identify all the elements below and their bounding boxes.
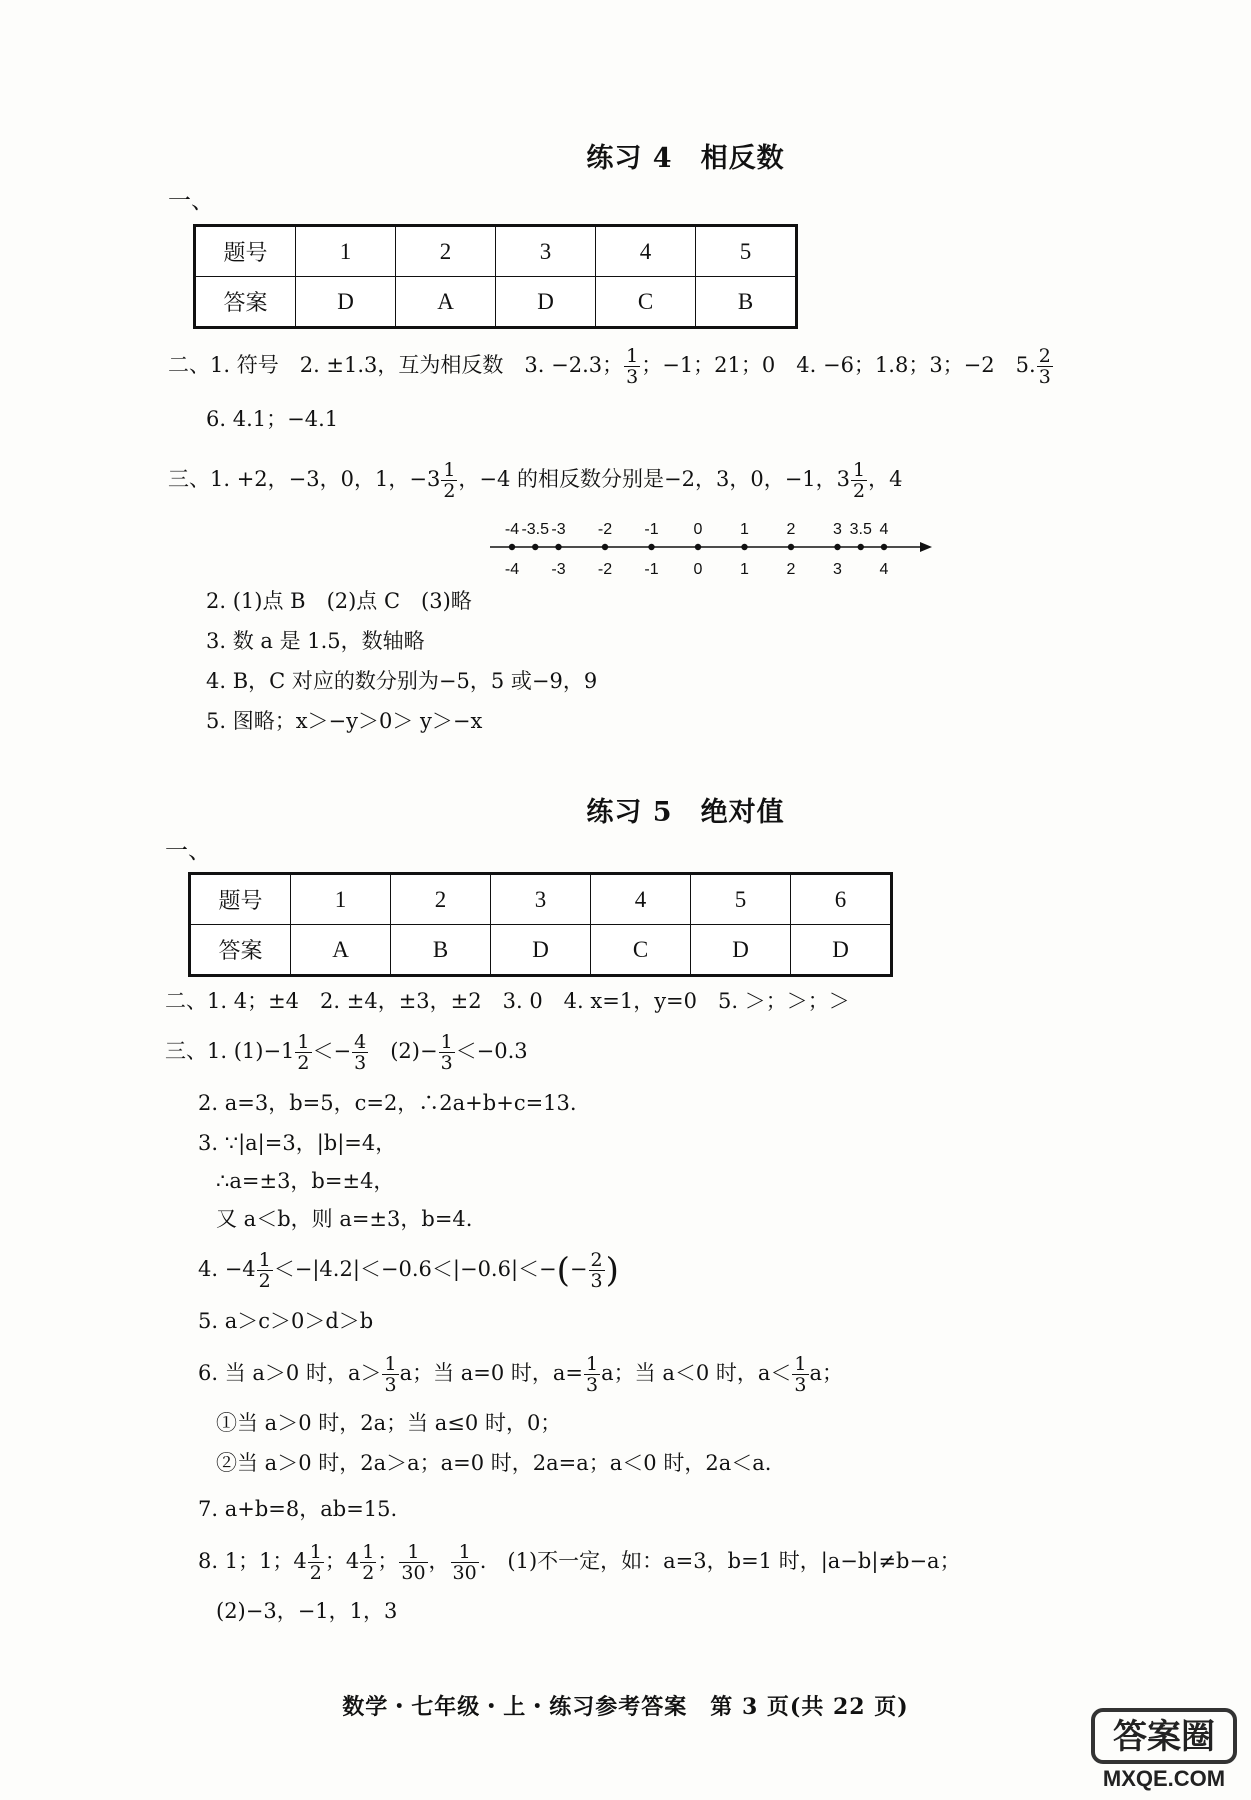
numerator: 2 bbox=[1038, 345, 1051, 367]
text-segment: a；当 a=0 时，a= bbox=[399, 1361, 584, 1385]
table-cell: 题号 bbox=[190, 874, 291, 925]
watermark-bottom-text: MXQE.COM bbox=[1102, 1766, 1226, 1791]
table-cell: 答案 bbox=[195, 277, 296, 328]
top-label: -1 bbox=[644, 521, 659, 538]
ex5-part-3-line-3b: ∴a=±3，b=±4， bbox=[216, 1169, 395, 1193]
table-cell: D bbox=[296, 277, 396, 328]
numerator: 1 bbox=[853, 459, 866, 481]
top-label: -3 bbox=[551, 521, 566, 538]
denominator: 3 bbox=[1038, 366, 1051, 388]
table-row bbox=[190, 925, 892, 976]
arrow-head-icon bbox=[920, 542, 932, 552]
text-segment: − bbox=[569, 1257, 588, 1281]
numerator: 1 bbox=[794, 1353, 807, 1375]
fraction bbox=[451, 1542, 479, 1583]
numerator: 1 bbox=[309, 1541, 322, 1563]
table-cell: B bbox=[391, 925, 491, 976]
table-row bbox=[190, 874, 892, 925]
table-cell: D bbox=[791, 925, 892, 976]
table-cell: D bbox=[496, 277, 596, 328]
bottom-label: -3 bbox=[551, 561, 566, 578]
top-label: -2 bbox=[597, 521, 613, 538]
denominator: 2 bbox=[443, 480, 456, 502]
fraction bbox=[624, 346, 640, 387]
top-label: 3.5 bbox=[849, 521, 872, 538]
bottom-label: 2 bbox=[786, 561, 796, 578]
point-dot bbox=[881, 544, 887, 550]
denominator: 30 bbox=[452, 1562, 477, 1584]
table-row bbox=[195, 226, 797, 277]
point-dot bbox=[741, 544, 747, 550]
numerator: 1 bbox=[626, 345, 639, 367]
text-segment: a； bbox=[809, 1361, 844, 1385]
bottom-label: 0 bbox=[693, 561, 703, 578]
ex4-part-3-line-1 bbox=[168, 460, 903, 501]
right-paren: ) bbox=[605, 1250, 619, 1291]
table-cell: 3 bbox=[491, 874, 591, 925]
denominator: 3 bbox=[590, 1270, 603, 1292]
bottom-label: -2 bbox=[597, 561, 613, 578]
denominator: 3 bbox=[794, 1374, 807, 1396]
point-dot bbox=[834, 544, 840, 550]
ex5-part-3-line-3c: 又 a＜b，则 a=±3，b=4. bbox=[216, 1207, 473, 1231]
ex5-part-3-line-3a: 3. ∵|a|=3，|b|=4， bbox=[198, 1131, 397, 1155]
denominator: 3 bbox=[440, 1052, 453, 1074]
top-labels bbox=[505, 521, 889, 538]
bottom-label: 1 bbox=[740, 561, 749, 578]
text-segment: 4. −4 bbox=[198, 1257, 256, 1281]
ex5-part-3-line-5: 5. a＞c＞0＞d＞b bbox=[198, 1309, 374, 1333]
table-cell: B bbox=[696, 277, 797, 328]
fraction bbox=[360, 1542, 376, 1583]
table-cell: C bbox=[596, 277, 696, 328]
numerator: 1 bbox=[384, 1353, 397, 1375]
table-cell: A bbox=[396, 277, 496, 328]
table-cell: 1 bbox=[296, 226, 396, 277]
top-label: 2 bbox=[786, 521, 796, 538]
fraction bbox=[399, 1542, 427, 1583]
point-dot bbox=[858, 544, 864, 550]
ex4-part-3-line-4: 4. B，C 对应的数分别为−5，5 或−9，9 bbox=[206, 669, 598, 693]
point-dot bbox=[648, 544, 654, 550]
fraction bbox=[441, 460, 457, 501]
ex5-part-3-line-6f: ②当 a＞0 时，2a＞a；a=0 时，2a=a；a＜0 时，2a＜a. bbox=[216, 1451, 772, 1475]
table-cell: 5 bbox=[691, 874, 791, 925]
ex5-answer-table bbox=[188, 872, 893, 977]
denominator: 2 bbox=[309, 1562, 322, 1584]
point-dot bbox=[509, 544, 515, 550]
denominator: 2 bbox=[362, 1562, 375, 1584]
fraction bbox=[295, 1032, 311, 1073]
table-cell: A bbox=[291, 925, 391, 976]
text-segment: 二、1. 符号 2. ±1.3，互为相反数 3. −2.3； bbox=[168, 353, 624, 377]
denominator: 3 bbox=[384, 1374, 397, 1396]
fraction bbox=[382, 1354, 398, 1395]
ex4-part-3-line-2: 2. (1)点 B (2)点 C (3)略 bbox=[206, 589, 472, 613]
table-cell: C bbox=[591, 925, 691, 976]
numerator: 1 bbox=[362, 1541, 375, 1563]
denominator: 2 bbox=[297, 1052, 310, 1074]
ex5-part-1-label: 一、 bbox=[165, 838, 211, 864]
table-cell: 4 bbox=[596, 226, 696, 277]
fraction bbox=[352, 1032, 368, 1073]
denominator: 2 bbox=[853, 480, 866, 502]
bottom-label: -1 bbox=[644, 561, 659, 578]
ex5-part-2-line: 二、1. 4；±4 2. ±4，±3，±2 3. 0 4. x=1，y=0 5. ＞；＞；＞ bbox=[165, 989, 850, 1013]
ex4-part-2-line-1 bbox=[168, 346, 1054, 387]
point-dot bbox=[532, 544, 538, 550]
table-cell: 4 bbox=[591, 874, 691, 925]
text-segment: ＜−0.3 bbox=[455, 1039, 528, 1063]
exercise-5-title: 练习 5 绝对值 bbox=[586, 797, 785, 828]
point-dot bbox=[602, 544, 608, 550]
text-segment: ；−1；21；0 4. −6；1.8；3；−2 5. bbox=[641, 353, 1036, 377]
table-cell: 1 bbox=[291, 874, 391, 925]
text-segment: ，4 bbox=[868, 467, 903, 491]
text-segment: . (1)不一定，如：a=3，b=1 时，|a−b|≠b−a； bbox=[479, 1549, 961, 1573]
ex4-part-2-line-2: 6. 4.1；−4.1 bbox=[206, 407, 339, 431]
numerator: 4 bbox=[354, 1031, 367, 1053]
top-label: 0 bbox=[693, 521, 703, 538]
ex5-part-3-line-8 bbox=[198, 1542, 961, 1583]
denominator: 30 bbox=[401, 1562, 426, 1584]
text-segment: a；当 a＜0 时，a＜ bbox=[601, 1361, 792, 1385]
table-cell: 2 bbox=[391, 874, 491, 925]
numerator: 1 bbox=[258, 1249, 271, 1271]
numerator: 1 bbox=[586, 1353, 599, 1375]
text-segment: 三、1. +2，−3，0，1，−3 bbox=[168, 467, 441, 491]
table-row bbox=[195, 277, 797, 328]
fraction bbox=[308, 1542, 324, 1583]
table-cell: D bbox=[691, 925, 791, 976]
text-segment: ＜−|4.2|＜−0.6＜|−0.6|＜− bbox=[273, 1257, 557, 1281]
bottom-label: -4 bbox=[504, 561, 520, 578]
table-cell: 6 bbox=[791, 874, 892, 925]
watermark-logo bbox=[1089, 1704, 1239, 1794]
text-segment: ， bbox=[428, 1549, 450, 1573]
fraction bbox=[439, 1032, 455, 1073]
fraction bbox=[792, 1354, 808, 1395]
table-cell: 2 bbox=[396, 226, 496, 277]
text-segment: 8. 1；1；4 bbox=[198, 1549, 307, 1573]
numerator: 2 bbox=[590, 1249, 603, 1271]
table-cell: 题号 bbox=[195, 226, 296, 277]
text-segment: ，−4 的相反数分别是−2，3，0，−1，3 bbox=[458, 467, 851, 491]
ex5-part-3-line-8b: (2)−3，−1，1，3 bbox=[216, 1599, 398, 1623]
numerator: 1 bbox=[443, 459, 456, 481]
text-segment: ；4 bbox=[324, 1549, 360, 1573]
numerator: 1 bbox=[440, 1031, 453, 1053]
number-line-diagram bbox=[480, 512, 940, 582]
text-segment: 三、1. (1)−1 bbox=[165, 1039, 295, 1063]
watermark-top-text: 答案圈 bbox=[1113, 1718, 1215, 1756]
top-label: 3 bbox=[833, 521, 842, 538]
text-segment: ； bbox=[377, 1549, 399, 1573]
numerator: 1 bbox=[399, 1542, 427, 1563]
numerator: 1 bbox=[297, 1031, 310, 1053]
denominator: 3 bbox=[626, 366, 639, 388]
bottom-label: 4 bbox=[879, 561, 889, 578]
denominator: 2 bbox=[258, 1270, 271, 1292]
ex5-part-3-line-6 bbox=[198, 1354, 843, 1395]
numerator: 1 bbox=[451, 1542, 479, 1563]
top-label: 1 bbox=[740, 521, 749, 538]
table-cell: 3 bbox=[496, 226, 596, 277]
fraction bbox=[1037, 346, 1053, 387]
table-cell: 答案 bbox=[190, 925, 291, 976]
point-dot bbox=[555, 544, 561, 550]
exercise-4-title: 练习 4 相反数 bbox=[586, 143, 785, 174]
point-dot bbox=[788, 544, 794, 550]
ex4-part-3-line-5: 5. 图略；x＞−y＞0＞ y＞−x bbox=[206, 709, 483, 733]
bottom-label: 3 bbox=[833, 561, 842, 578]
bottom-labels bbox=[505, 561, 889, 578]
fraction bbox=[589, 1250, 605, 1291]
ex5-part-3-line-7: 7. a+b=8，ab=15. bbox=[198, 1497, 398, 1521]
text-segment: 6. 当 a＞0 时，a＞ bbox=[198, 1361, 382, 1385]
ex5-part-3-line-4 bbox=[198, 1250, 619, 1291]
point-dot bbox=[695, 544, 701, 550]
left-paren: ( bbox=[556, 1250, 570, 1291]
fraction bbox=[584, 1354, 600, 1395]
fraction bbox=[257, 1250, 273, 1291]
text-segment: ＜− bbox=[312, 1039, 352, 1063]
ex5-part-3-line-2: 2. a=3，b=5，c=2，∴2a+b+c=13. bbox=[198, 1091, 577, 1115]
fraction bbox=[851, 460, 867, 501]
denominator: 3 bbox=[586, 1374, 599, 1396]
table-cell: D bbox=[491, 925, 591, 976]
top-label: -4 bbox=[504, 521, 520, 538]
denominator: 3 bbox=[354, 1052, 367, 1074]
ex5-part-3-line-6e: ①当 a＞0 时，2a；当 a≤0 时，0； bbox=[216, 1411, 562, 1435]
page-footer: 数学・七年级・上・练习参考答案 第 3 页(共 22 页) bbox=[342, 1694, 909, 1720]
ex4-answer-table bbox=[193, 224, 798, 329]
text-segment: (2)− bbox=[369, 1039, 438, 1063]
ex4-part-3-line-3: 3. 数 a 是 1.5，数轴略 bbox=[206, 629, 425, 653]
ex4-part-1-label: 一、 bbox=[168, 188, 214, 214]
ex5-part-3-line-1 bbox=[165, 1032, 528, 1073]
table-cell: 5 bbox=[696, 226, 797, 277]
top-label: -3.5 bbox=[521, 521, 550, 538]
top-label: 4 bbox=[879, 521, 889, 538]
